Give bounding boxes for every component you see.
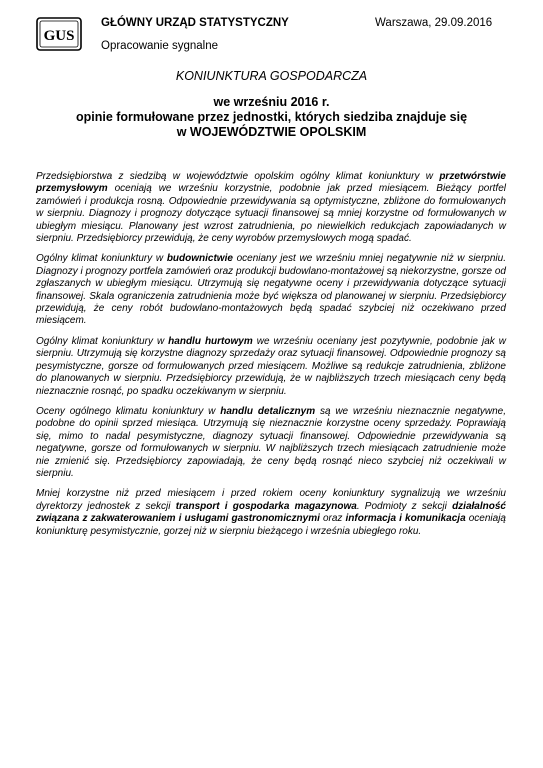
subtitle-line-2: opinie formułowane przez jednostki, których siedziba znajduje się [75,110,468,124]
text: oceniają koniunkturę pesymistycznie, gorzej niż w sierpniu bieżącego i września ubiegłego roku. [36,513,506,537]
sector-wholesale: handlu hurtowym [168,335,253,347]
text: są we wrześniu nieznacznie negatywne, podobne do opinii sprzed miesiąca. Utrzymują się nieznacznie korzystne oceny sprzedaży. Poprawiają się, mimo to nadal pesymistyczne, diagnozy sytuacji finansowej. Odpowiednie przewidywania są negatywne, gorsze od formułowanych w sierpniu. W najbliższych trzech miesiącach zatrudnienie może nie zmienić się. Przedsiębiorcy zapowiadają, że ceny będą rosnąć nieco szybciej niż oczekiwali w sierpniu. [36,405,507,479]
paragraph-wholesale [36,336,506,398]
sector-manufacturing: przetwórstwie przemysłowym [36,171,506,195]
paragraph-manufacturing [36,171,506,245]
report-subtitle [0,95,543,140]
document-type: Opracowanie sygnalne [101,40,218,52]
text: Ogólny klimat koniunktury w [36,253,167,265]
paragraph-construction [36,253,506,327]
gus-logo [36,17,82,51]
sector-ict: informacja i komunikacja [345,513,466,525]
sector-transport: transport i gospodarka magazynowa [175,500,357,512]
report-title: KONIUNKTURA GOSPODARCZA [175,69,368,83]
text: Przedsiębiorstwa z siedzibą w województwie opolskim ogólny klimat koniunktury w [36,171,440,182]
sector-retail: handlu detalicznym [220,405,316,417]
paragraph-services [36,488,506,538]
svg-text:GUS: GUS [43,28,75,44]
subtitle-line-1: we wrześniu 2016 r. [213,95,330,109]
publication-date: Warszawa, 29.09.2016 [375,17,493,29]
text: . Podmioty z sekcji [356,500,453,512]
paragraph-retail [36,406,506,480]
text: oceniają we wrześniu korzystnie, podobnie jak przed miesiącem. Bieżący portfel zamówień i produkcja rosną. Odpowiednie przewidywania są optymistyczne, zbliżone do formułowanych w sierpniu. Diagnozy i prognozy dotyczące sytuacji finansowej są mniej korzystne od formułowanych w ubiegłym miesiącu. Planowany jest wzrost zatrudnienia, po niewielkich redukcjach zapowiadanych w sierpniu. Przedsiębiorcy przewidują, że ceny wyrobów przemysłowych mogą spadać. [36,183,506,245]
report-body [36,171,506,546]
subtitle-line-3: w WOJEWÓDZTWIE OPOLSKIM [176,125,367,139]
text: we wrześniu oceniany jest pozytywnie, podobnie jak w sierpniu. Utrzymują się korzystne diagnozy sprzedaży oraz sytuacji finansowej. Odpowiednie prognozy są pesymistyczne, gorsze od formułowanych przed miesiącem. Możliwe są redukcje zatrudnienia, zbliżone do planowanych w sierpniu. Przedsiębiorcy przewidują, że w najbliższych trzech miesiącach ceny będą nieznacznie rosnąć, po spadku oczekiwanym w sierpniu. [36,335,506,397]
sector-accommodation: działalność związana z zakwaterowaniem i usługami gastronomicznymi [36,500,506,525]
sector-construction: budownictwie [166,253,233,265]
text: oceniany jest we wrześniu mniej negatywnie niż w sierpniu. Diagnozy i prognozy portfela zamówień oraz produkcji budowlano-montażowej są niekorzystne, gorsze od zgłaszanych w ubiegłym miesiącu. Utrzymują się negatywne oceny i przewidywania dotyczące sytuacji finansowej. Skala ograniczenia zatrudnienia może być większa od planowanej w sierpniu. Przedsiębiorcy przewidują, że ceny robót budowlano-montażowych będą spadać szybciej niż oczekiwano przed miesiącem. [36,253,506,327]
text: Mniej korzystne niż przed miesiącem i przed rokiem oceny koniunktury sygnalizują we wrześniu dyrektorzy jednostek z sekcji [36,488,506,512]
text: Ogólny klimat koniunktury w [36,335,169,347]
text: Oceny ogólnego klimatu koniunktury w [36,405,221,417]
organization-name: GŁÓWNY URZĄD STATYSTYCZNY [101,17,289,29]
text: oraz [319,513,346,525]
